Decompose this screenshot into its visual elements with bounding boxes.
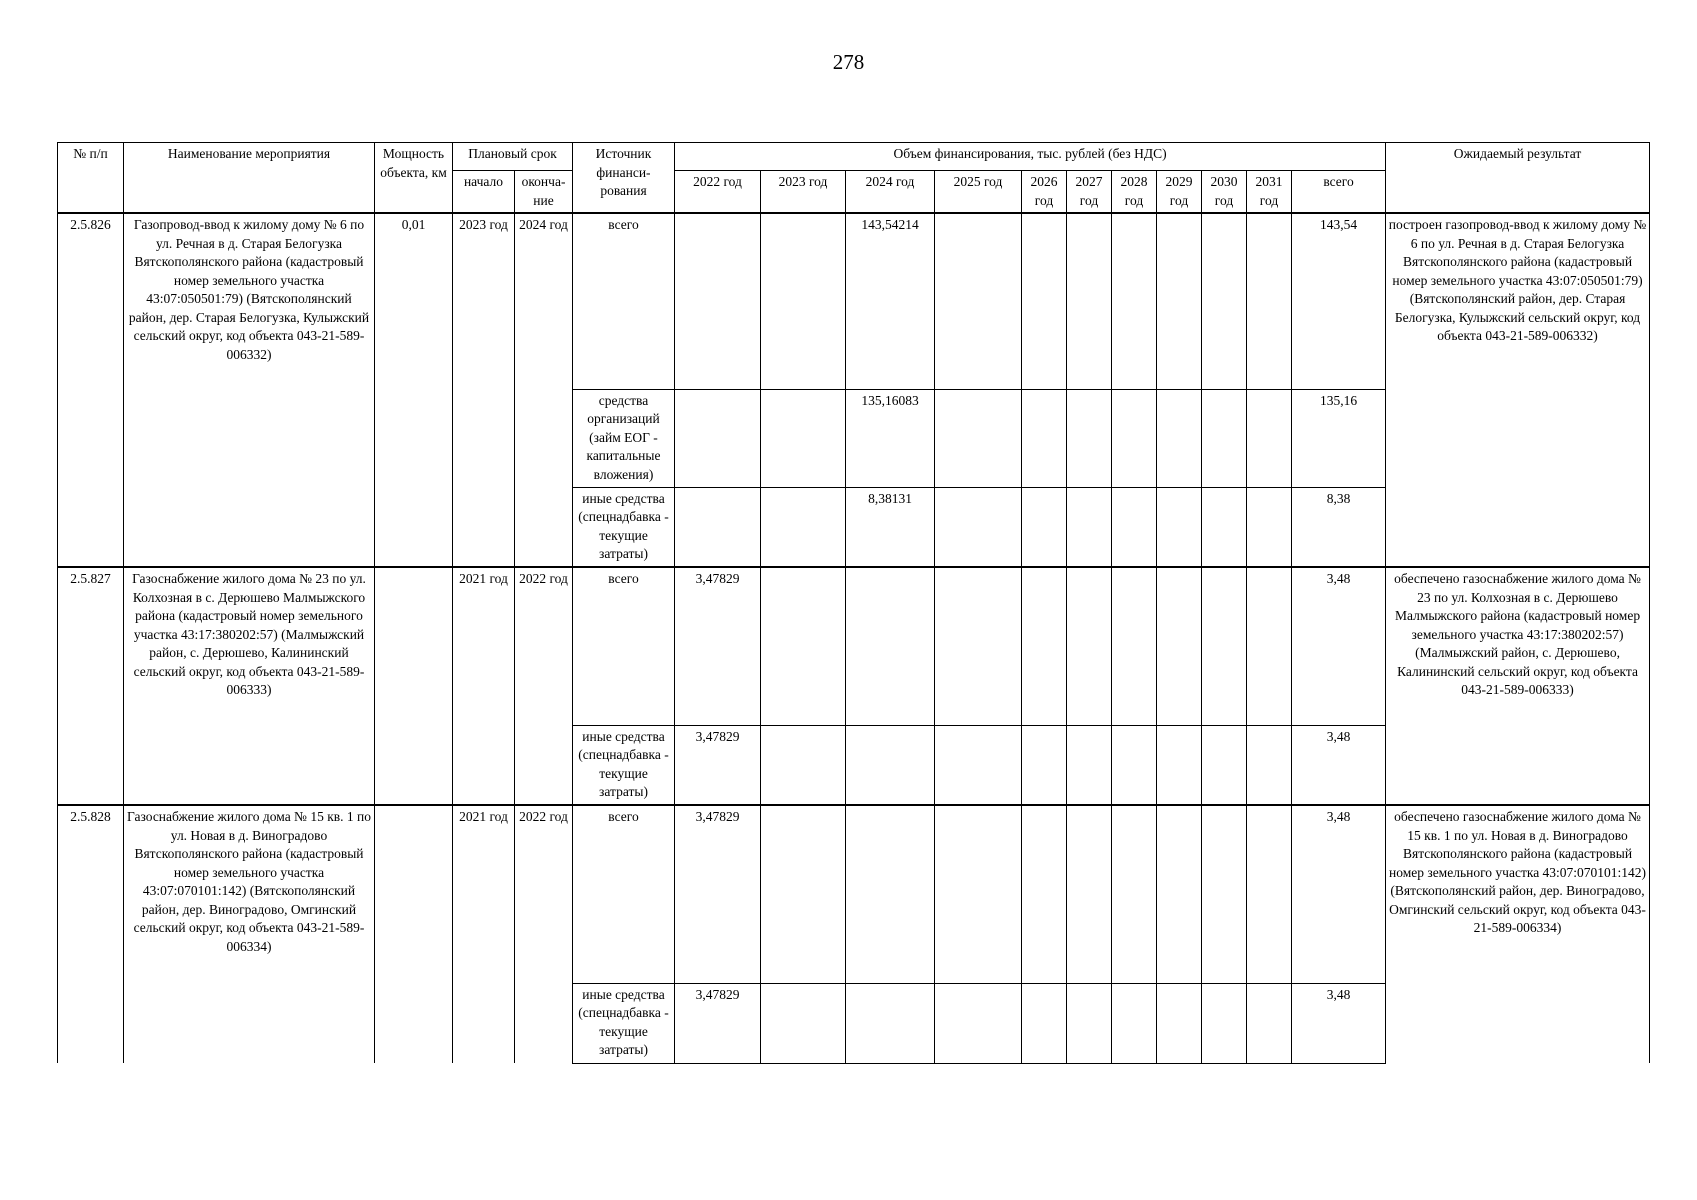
header-term: Плановый срок — [453, 143, 573, 171]
value-cell — [935, 725, 1022, 805]
table-row — [58, 805, 1650, 983]
value-cell — [1202, 983, 1247, 1063]
value-cell — [675, 487, 761, 567]
total-cell: 8,38 — [1292, 487, 1386, 567]
item-capacity: 0,01 — [375, 213, 453, 567]
value-cell — [1157, 487, 1202, 567]
value-cell — [1157, 983, 1202, 1063]
value-cell — [761, 725, 846, 805]
value-cell — [1157, 213, 1202, 389]
value-cell — [1202, 567, 1247, 725]
item-start: 2021 год — [453, 805, 515, 1063]
table-row — [58, 213, 1650, 389]
value-cell — [1112, 487, 1157, 567]
value-cell — [1157, 725, 1202, 805]
header-year: 2028 год — [1112, 171, 1157, 214]
header-year: 2024 год — [846, 171, 935, 214]
header-year: 2022 год — [675, 171, 761, 214]
item-end: 2024 год — [515, 213, 573, 567]
item-num: 2.5.826 — [58, 213, 124, 567]
header-result: Ожидаемый результат — [1386, 143, 1650, 214]
item-start: 2023 год — [453, 213, 515, 567]
value-cell — [935, 213, 1022, 389]
value-cell — [935, 389, 1022, 487]
financing-table — [57, 142, 1650, 1064]
header-year: 2029 год — [1157, 171, 1202, 214]
value-cell — [761, 389, 846, 487]
value-cell — [1247, 805, 1292, 983]
value-cell — [1247, 213, 1292, 389]
item-start: 2021 год — [453, 567, 515, 805]
value-cell — [1112, 725, 1157, 805]
header-year: 2023 год — [761, 171, 846, 214]
value-cell: 8,38131 — [846, 487, 935, 567]
value-cell — [1022, 983, 1067, 1063]
value-cell — [1067, 213, 1112, 389]
value-cell — [846, 805, 935, 983]
item-result: обеспечено газоснабжение жилого дома № 15 кв. 1 по ул. Новая в д. Виноградово Вятскополянского района (кадастровый номер земельного участка 43:07:070101:142) (Вятскополянский район, дер. Виноградово, Омгинский сельский округ, код объекта 043-21-589-006334) — [1386, 805, 1650, 1063]
item-source: всего — [573, 213, 675, 389]
header-source: Источник финанси-рования — [573, 143, 675, 214]
value-cell: 143,54214 — [846, 213, 935, 389]
value-cell — [1022, 567, 1067, 725]
value-cell — [1067, 487, 1112, 567]
value-cell — [761, 983, 846, 1063]
value-cell — [761, 487, 846, 567]
item-source: иные средства (спецнадбавка - текущие затраты) — [573, 725, 675, 805]
value-cell — [1112, 213, 1157, 389]
value-cell — [1112, 805, 1157, 983]
value-cell — [1067, 389, 1112, 487]
value-cell — [1067, 567, 1112, 725]
value-cell — [761, 567, 846, 725]
item-source: иные средства (спецнадбавка - текущие затраты) — [573, 983, 675, 1063]
header-term-start: начало — [453, 171, 515, 214]
item-num: 2.5.828 — [58, 805, 124, 1063]
value-cell — [846, 567, 935, 725]
value-cell — [846, 725, 935, 805]
value-cell — [1202, 725, 1247, 805]
total-cell: 143,54 — [1292, 213, 1386, 389]
value-cell — [675, 213, 761, 389]
item-result: обеспечено газоснабжение жилого дома № 23 по ул. Колхозная в с. Дерюшево Малмыжского района (кадастровый номер земельного участка 43:17:380202:57) (Малмыжский район, с. Дерюшево, Калининский сельский округ, код объекта 043-21-589-006333) — [1386, 567, 1650, 805]
item-end: 2022 год — [515, 805, 573, 1063]
header-year: 2027 год — [1067, 171, 1112, 214]
value-cell — [761, 213, 846, 389]
total-cell: 3,48 — [1292, 567, 1386, 725]
value-cell — [935, 567, 1022, 725]
value-cell — [1157, 805, 1202, 983]
value-cell — [1202, 389, 1247, 487]
value-cell — [1247, 983, 1292, 1063]
value-cell — [1247, 567, 1292, 725]
value-cell — [1202, 805, 1247, 983]
value-cell — [1112, 389, 1157, 487]
value-cell: 135,16083 — [846, 389, 935, 487]
header-year: 2030 год — [1202, 171, 1247, 214]
value-cell — [1067, 805, 1112, 983]
value-cell — [1202, 487, 1247, 567]
item-capacity — [375, 567, 453, 805]
item-name: Газоснабжение жилого дома № 23 по ул. Колхозная в с. Дерюшево Малмыжского района (кадастровый номер земельного участка 43:17:380202:57) (Малмыжский район, с. Дерюшево, Калининский сельский округ, код объекта 043-21-589-006333) — [124, 567, 375, 805]
item-name: Газоснабжение жилого дома № 15 кв. 1 по ул. Новая в д. Виноградово Вятскополянского района (кадастровый номер земельного участка 43:07:070101:142) (Вятскополянский район, дер. Виноградово, Омгинский сельский округ, код объекта 043-21-589-006334) — [124, 805, 375, 1063]
value-cell — [1247, 725, 1292, 805]
value-cell: 3,47829 — [675, 983, 761, 1063]
item-name: Газопровод-ввод к жилому дому № 6 по ул. Речная в д. Старая Белогузка Вятскополянского района (кадастровый номер земельного участка 43:07:050501:79) (Вятскополянский район, дер. Старая Белогузка, Кулыжский сельский округ, код объекта 043-21-589-006332) — [124, 213, 375, 567]
item-source: всего — [573, 567, 675, 725]
value-cell: 3,47829 — [675, 805, 761, 983]
value-cell — [1022, 725, 1067, 805]
table-row — [58, 567, 1650, 725]
value-cell — [1247, 487, 1292, 567]
header-year: 2026 год — [1022, 171, 1067, 214]
header-total: всего — [1292, 171, 1386, 214]
total-cell: 135,16 — [1292, 389, 1386, 487]
value-cell: 3,47829 — [675, 567, 761, 725]
value-cell: 3,47829 — [675, 725, 761, 805]
value-cell — [1112, 983, 1157, 1063]
value-cell — [1157, 389, 1202, 487]
value-cell — [675, 389, 761, 487]
value-cell — [1022, 805, 1067, 983]
value-cell — [935, 805, 1022, 983]
item-num: 2.5.827 — [58, 567, 124, 805]
value-cell — [846, 983, 935, 1063]
item-end: 2022 год — [515, 567, 573, 805]
total-cell: 3,48 — [1292, 805, 1386, 983]
item-source: всего — [573, 805, 675, 983]
table-header — [58, 143, 1650, 214]
item-capacity — [375, 805, 453, 1063]
item-result: построен газопровод-ввод к жилому дому № 6 по ул. Речная в д. Старая Белогузка Вятскополянского района (кадастровый номер земельного участка 43:07:050501:79) (Вятскополянский район, дер. Старая Белогузка, Кулыжский сельский округ, код объекта 043-21-589-006332) — [1386, 213, 1650, 567]
value-cell — [1022, 213, 1067, 389]
value-cell — [1067, 725, 1112, 805]
value-cell — [1067, 983, 1112, 1063]
header-term-end: оконча-ние — [515, 171, 573, 214]
item-source: иные средства (спецнадбавка - текущие затраты) — [573, 487, 675, 567]
header-name: Наименование мероприятия — [124, 143, 375, 214]
value-cell — [935, 487, 1022, 567]
total-cell: 3,48 — [1292, 983, 1386, 1063]
header-year: 2031 год — [1247, 171, 1292, 214]
header-capacity: Мощность объекта, км — [375, 143, 453, 214]
item-source: средства организаций (займ ЕОГ - капитальные вложения) — [573, 389, 675, 487]
value-cell — [1022, 487, 1067, 567]
header-year: 2025 год — [935, 171, 1022, 214]
value-cell — [1202, 213, 1247, 389]
value-cell — [1157, 567, 1202, 725]
value-cell — [1022, 389, 1067, 487]
total-cell: 3,48 — [1292, 725, 1386, 805]
header-num: № п/п — [58, 143, 124, 214]
value-cell — [1247, 389, 1292, 487]
table-body — [58, 213, 1650, 1063]
value-cell — [761, 805, 846, 983]
header-volume: Объем финансирования, тыс. рублей (без НДС) — [675, 143, 1386, 171]
page-number: 278 — [832, 50, 865, 74]
value-cell — [1112, 567, 1157, 725]
value-cell — [935, 983, 1022, 1063]
